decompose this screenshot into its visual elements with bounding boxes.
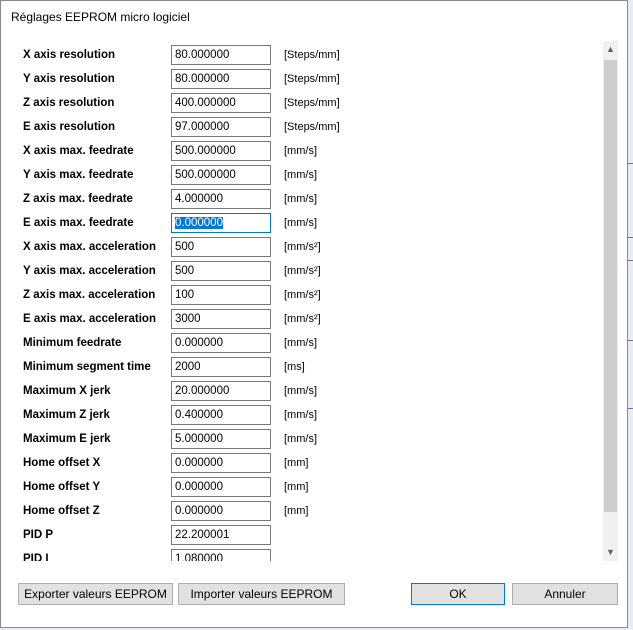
- import-eeprom-button[interactable]: Importer valeurs EEPROM: [178, 583, 345, 605]
- background-divider: [628, 408, 633, 409]
- setting-unit: [mm/s]: [284, 193, 317, 205]
- setting-value-input[interactable]: 1.080000: [171, 549, 271, 561]
- setting-row: [18, 548, 598, 561]
- setting-row: [18, 404, 598, 428]
- setting-label: Maximum Z jerk: [23, 409, 110, 421]
- setting-row: [18, 140, 598, 164]
- setting-row: [18, 524, 598, 548]
- setting-label: PID P: [23, 529, 54, 541]
- setting-unit: [mm/s]: [284, 337, 317, 349]
- setting-value-input[interactable]: 22.200001: [171, 525, 271, 545]
- export-eeprom-button[interactable]: Exporter valeurs EEPROM: [18, 583, 173, 605]
- setting-row: [18, 308, 598, 332]
- ok-button[interactable]: OK: [411, 583, 505, 605]
- setting-row: [18, 476, 598, 500]
- setting-unit: [Steps/mm]: [284, 49, 340, 61]
- setting-row: [18, 188, 598, 212]
- setting-label: Y axis max. acceleration: [23, 265, 156, 277]
- setting-value-input[interactable]: [171, 213, 271, 233]
- setting-unit: [mm/s²]: [284, 265, 321, 277]
- selected-text: 0.000000: [175, 217, 223, 229]
- setting-unit: [Steps/mm]: [284, 97, 340, 109]
- setting-unit: [Steps/mm]: [284, 73, 340, 85]
- setting-value-input[interactable]: 500.000000: [171, 165, 271, 185]
- scroll-up-icon[interactable]: ▲: [606, 44, 615, 54]
- setting-unit: [mm]: [284, 481, 309, 493]
- setting-value-input[interactable]: 5.000000: [171, 429, 271, 449]
- setting-label: Z axis resolution: [23, 97, 115, 109]
- setting-label: Y axis max. feedrate: [23, 169, 134, 181]
- setting-value-input[interactable]: 500: [171, 237, 271, 257]
- vertical-scrollbar[interactable]: [603, 41, 618, 561]
- setting-unit: [mm/s]: [284, 409, 317, 421]
- setting-unit: [mm]: [284, 505, 309, 517]
- setting-row: [18, 356, 598, 380]
- setting-row: [18, 164, 598, 188]
- setting-row: [18, 500, 598, 524]
- setting-label: X axis max. acceleration: [23, 241, 156, 253]
- setting-row: [18, 380, 598, 404]
- setting-value-input[interactable]: 400.000000: [171, 93, 271, 113]
- setting-label: Home offset Y: [23, 481, 101, 493]
- setting-unit: [mm]: [284, 457, 309, 469]
- setting-value-input[interactable]: 0.000000: [171, 477, 271, 497]
- setting-row: [18, 68, 598, 92]
- scroll-down-icon[interactable]: ▼: [606, 547, 615, 557]
- setting-row: [18, 332, 598, 356]
- setting-value-input[interactable]: 20.000000: [171, 381, 271, 401]
- setting-unit: [mm/s²]: [284, 241, 321, 253]
- setting-label: Y axis resolution: [23, 73, 115, 85]
- setting-row: [18, 212, 598, 236]
- setting-unit: [mm/s]: [284, 169, 317, 181]
- setting-label: PID I: [23, 553, 49, 561]
- setting-label: Minimum feedrate: [23, 337, 122, 349]
- setting-label: X axis resolution: [23, 49, 116, 61]
- setting-unit: [mm/s]: [284, 385, 317, 397]
- setting-value-input[interactable]: 500.000000: [171, 141, 271, 161]
- setting-unit: [Steps/mm]: [284, 121, 340, 133]
- setting-row: [18, 44, 598, 68]
- setting-row: [18, 428, 598, 452]
- background-divider: [628, 237, 633, 238]
- setting-label: Home offset X: [23, 457, 101, 469]
- setting-label: Maximum X jerk: [23, 385, 111, 397]
- setting-label: Z axis max. feedrate: [23, 193, 133, 205]
- setting-row: [18, 260, 598, 284]
- setting-value-input[interactable]: 0.400000: [171, 405, 271, 425]
- setting-unit: [ms]: [284, 361, 305, 373]
- setting-row: [18, 92, 598, 116]
- setting-unit: [mm/s²]: [284, 313, 321, 325]
- setting-row: [18, 452, 598, 476]
- background-divider: [628, 163, 633, 164]
- background-divider: [628, 260, 633, 261]
- setting-value-input[interactable]: 2000: [171, 357, 271, 377]
- setting-label: Minimum segment time: [23, 361, 151, 373]
- setting-row: [18, 236, 598, 260]
- setting-value-input[interactable]: 80.000000: [171, 45, 271, 65]
- setting-value-input[interactable]: 100: [171, 285, 271, 305]
- setting-label: E axis resolution: [23, 121, 116, 133]
- setting-row: [18, 284, 598, 308]
- cancel-button[interactable]: Annuler: [512, 583, 618, 605]
- setting-value-input[interactable]: 0.000000: [171, 453, 271, 473]
- setting-label: X axis max. feedrate: [23, 145, 134, 157]
- setting-value-input[interactable]: 500: [171, 261, 271, 281]
- setting-value-input[interactable]: 0.000000: [171, 501, 271, 521]
- setting-unit: [mm/s]: [284, 433, 317, 445]
- setting-label: Home offset Z: [23, 505, 100, 517]
- setting-label: Z axis max. acceleration: [23, 289, 156, 301]
- setting-value-input[interactable]: 0.000000: [171, 333, 271, 353]
- background-divider: [628, 340, 633, 341]
- setting-value-input[interactable]: 4.000000: [171, 189, 271, 209]
- setting-value-input[interactable]: 80.000000: [171, 69, 271, 89]
- setting-label: E axis max. acceleration: [23, 313, 156, 325]
- setting-label: Maximum E jerk: [23, 433, 111, 445]
- settings-scroll-panel[interactable]: [18, 41, 618, 561]
- setting-label: E axis max. feedrate: [23, 217, 134, 229]
- setting-unit: [mm/s²]: [284, 289, 321, 301]
- setting-unit: [mm/s]: [284, 145, 317, 157]
- dialog-title: Réglages EEPROM micro logiciel: [11, 10, 190, 24]
- setting-row: [18, 116, 598, 140]
- setting-unit: [mm/s]: [284, 217, 317, 229]
- setting-value-input[interactable]: 3000: [171, 309, 271, 329]
- scrollbar-thumb[interactable]: [604, 60, 617, 512]
- setting-value-input[interactable]: 97.000000: [171, 117, 271, 137]
